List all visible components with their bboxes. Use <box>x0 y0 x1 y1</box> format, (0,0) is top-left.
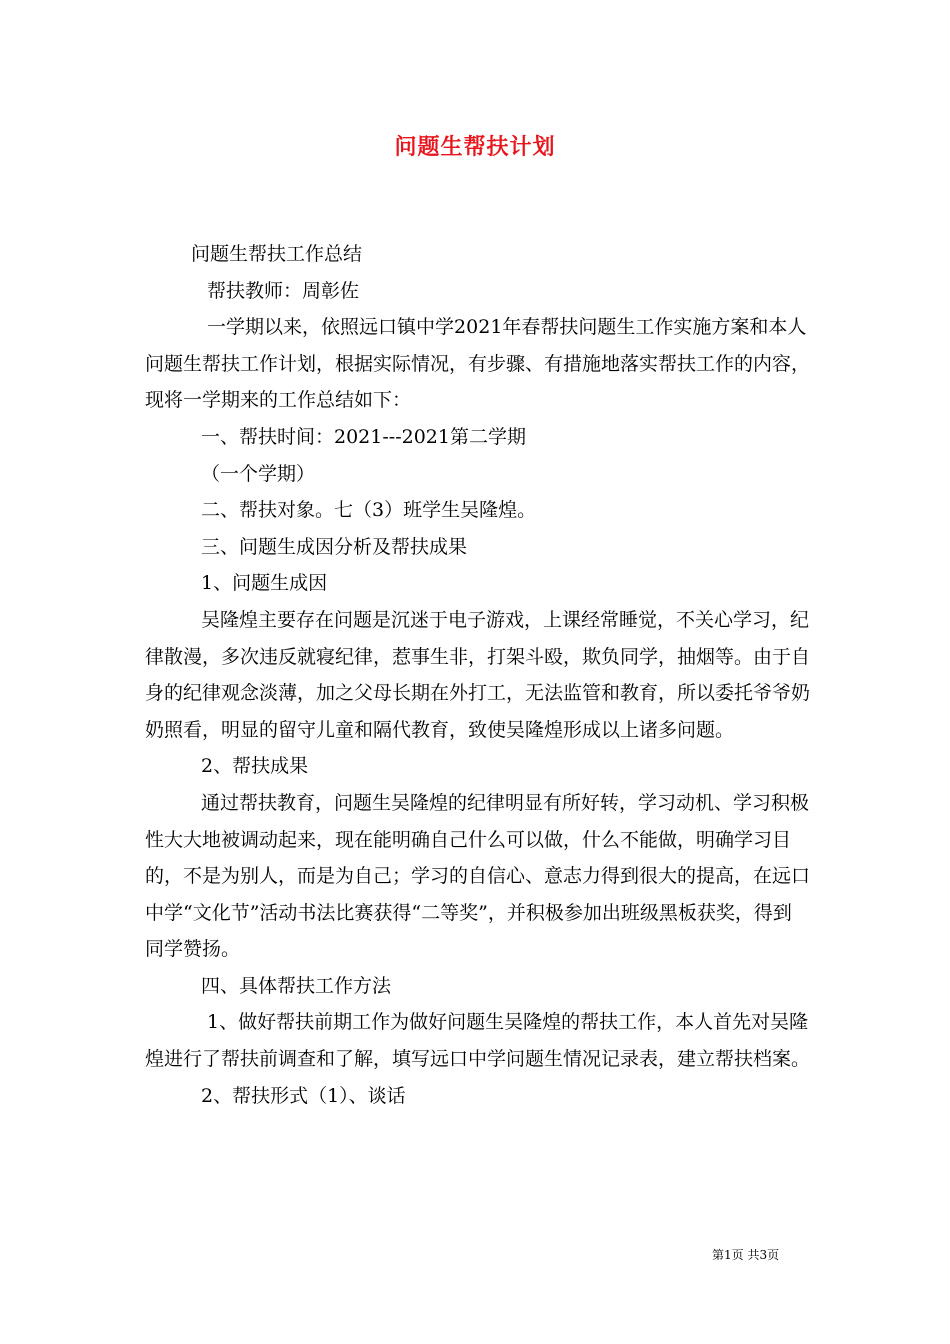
paragraph-method-2: 2、帮扶形式（1）、谈话 <box>201 1084 406 1107</box>
paragraph-section-2: 二、帮扶对象。七（3）班学生吴隆煌。 <box>201 499 537 522</box>
paragraph-subsection-results: 2、帮扶成果 <box>201 755 309 778</box>
paragraph-section-4: 四、具体帮扶工作方法 <box>201 974 392 997</box>
paragraph-method-1: 1、做好帮扶前期工作为做好问题生吴隆煌的帮扶工作，本人首先对吴隆煌进行了帮扶前调查和了解，填写远口中学问题生情况记录表，建立帮扶档案。 <box>145 1011 811 1071</box>
page-number: 第1页 共3页 <box>712 1248 780 1262</box>
paragraph-semester-note: （一个学期） <box>201 462 316 485</box>
document-title: 问题生帮扶计划 <box>394 134 556 160</box>
document-body <box>145 236 810 1114</box>
paragraph-subsection-causes: 1、问题生成因 <box>201 572 328 595</box>
paragraph-teacher: 帮扶教师：周彰佐 <box>201 279 360 302</box>
paragraph-section-1: 一、帮扶时间：2021---2021第二学期 <box>201 425 526 448</box>
paragraph-intro: 一学期以来，依照远口镇中学2021年春帮扶问题生工作实施方案和本人问题生帮扶工作计划，根据实际情况，有步骤、有措施地落实帮扶工作的内容，现将一学期来的工作总结如下： <box>145 316 811 412</box>
paragraph-section-3: 三、问题生成因分析及帮扶成果 <box>201 535 468 558</box>
paragraph-results-body: 通过帮扶教育，问题生吴隆煌的纪律明显有所好转，学习动机、学习积极性大大地被调动起来，现在能明确自己什么可以做，什么不能做，明确学习目的，不是为别人，而是为自己；学习的自信心、意志力得到很大的提高，在远口中学“文化节”活动书法比赛获得“二等奖”，并积极参加出班级黑板获奖，得到同学赞扬。 <box>145 791 811 961</box>
paragraph-summary-heading: 问题生帮扶工作总结 <box>191 243 363 265</box>
paragraph-causes-body: 吴隆煌主要存在问题是沉迷于电子游戏，上课经常睡觉，不关心学习，纪律散漫，多次违反就寝纪律，惹事生非，打架斗殴，欺负同学，抽烟等。由于自身的纪律观念淡薄，加之父母长期在外打工，无法监管和教育，所以委托爷爷奶奶照看，明显的留守儿童和隔代教育，致使吴隆煌形成以上诸多问题。 <box>145 608 811 741</box>
